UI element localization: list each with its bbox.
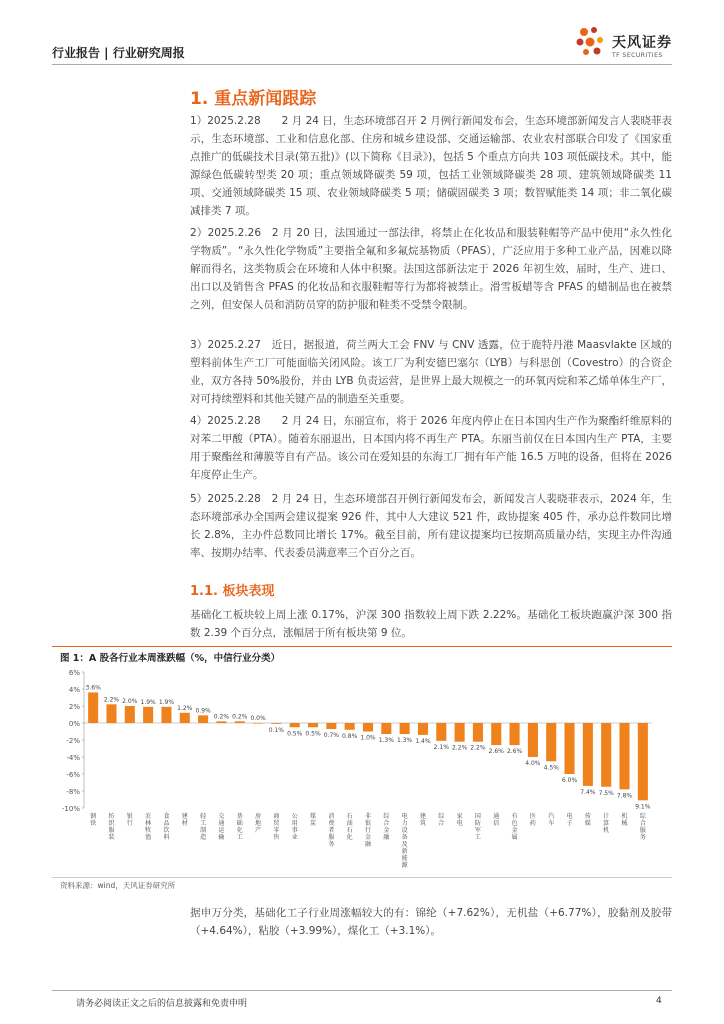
category-label-group — [548, 812, 554, 827]
category-label: 钢 — [90, 813, 97, 820]
category-label-group — [292, 813, 298, 841]
header-rule — [52, 64, 672, 65]
category-label-group — [90, 812, 96, 827]
data-label: 7.8% — [616, 792, 633, 800]
category-label: 轻 — [200, 813, 207, 820]
category-label: 牧 — [145, 827, 152, 834]
news-item-5: 5）2025.2.28 2 月 24 日，生态环境部召开例行新闻发布会，新闻发言人裴晓菲表示，2024 年，生态环境部承办全国两会建议提案 926 件，其中人大建议 521 件，政协提案 405 件，承办总件数同比增长 2.8%，主办件总数同比增长 17%。截至目前，所有建议提案均已按期高质量办结，实现主办件沟通率、按期办结率、代表委员满意率三个百分之百。 — [190, 493, 672, 559]
y-tick-label: -10% — [61, 805, 80, 813]
category-label: 基 — [236, 813, 243, 820]
data-label: 0.5% — [287, 730, 303, 738]
category-label: 装 — [108, 834, 115, 841]
category-label-group — [420, 812, 426, 827]
logo-name-cn: 天风证券 — [612, 35, 672, 51]
category-label: 力 — [401, 820, 408, 827]
data-label: 1.4% — [415, 737, 431, 745]
data-label: 1.3% — [397, 737, 413, 745]
category-label-group — [163, 812, 169, 841]
category-label: 非 — [364, 813, 372, 820]
category-label-group — [402, 812, 409, 869]
category-label: 铁 — [90, 820, 97, 827]
bar-石油石化 — [345, 723, 355, 730]
category-label: 务 — [328, 841, 335, 848]
bar-机械 — [619, 723, 629, 789]
data-label: 0.2% — [213, 713, 230, 721]
y-tick-label: 6% — [68, 669, 80, 677]
category-label: 设 — [401, 827, 408, 834]
category-label: 机 — [603, 827, 610, 834]
data-label: 0.2% — [232, 713, 248, 721]
header-category: 行业报告 | 行业研究周报 — [52, 46, 185, 60]
category-label: 械 — [621, 820, 628, 827]
category-label: 行 — [364, 827, 372, 834]
category-label: 合 — [438, 820, 445, 827]
y-tick-label: 0% — [68, 720, 80, 728]
category-label: 服 — [328, 834, 335, 841]
news-item-2: 2）2025.2.26 2 月 20 日，法国通过一部法律，将禁止在化妆品和服装鞋帽等产品中使用“永久性化学物质”。“永久性化学物质”主要指全氟和多氟烷基物质（PFAS），广泛应用于多种工业产品，因难以降解而得名，这类物质会在环境和人体中积聚。法国这部新法定于 2026 年初生效，届时，生产、进口、出口以及销售含 PFAS 的化妆品和衣服鞋帽等行为都将被禁止。滑雪板蜡等含 PFAS 的蜡制品也在被禁之列，但安保人员和消防员穿的防护服和鞋类不受禁令限制。 — [190, 227, 672, 311]
category-label: 工 — [474, 834, 481, 841]
category-label: 煤 — [310, 813, 317, 820]
bar-消费者服务 — [326, 723, 336, 729]
category-label: 综 — [383, 813, 390, 820]
category-label-group — [512, 812, 518, 841]
category-label: 制 — [200, 827, 207, 834]
category-label-group — [530, 812, 536, 827]
section-title: 1. 重点新闻跟踪 — [190, 89, 317, 109]
news-item-3: 3）2025.2.27 近日，据报道，荷兰两大工会 FNV 与 CNV 透露，位于鹿特丹港 Maasvlakte 区域的塑料前体生产工厂可能面临关闭风险。该工厂为利安德巴塞尔（LYB）与科思创（Covestro）的合资企业，双方各持 50%股份，并由 LYB 负责运营，是世界上最大规模之一的环氧丙烷和苯乙烯单体生产厂，对可持续塑料和其他关键产品的制造至关重要。 — [190, 339, 672, 405]
category-label: 有 — [511, 813, 518, 820]
data-label: 1.9% — [158, 698, 175, 706]
category-label-group — [273, 812, 280, 841]
category-label-group — [310, 812, 316, 827]
category-label: 公 — [291, 813, 298, 820]
subsector-summary: 据申万分类，基础化工子行业周涨幅较大的有：锦纶（+7.62%），无机盐（+6.77%），胶黏剂及胶带（+4.64%），粘胶（+3.99%），煤化工（+3.1%）。 — [190, 907, 672, 937]
category-label-group — [567, 812, 573, 827]
category-label: 服 — [639, 827, 646, 834]
sector-bar-chart — [52, 664, 672, 876]
category-label: 综 — [639, 813, 646, 820]
bar-计算机 — [601, 723, 611, 787]
category-label: 信 — [493, 820, 500, 827]
category-label: 备 — [401, 834, 408, 841]
category-label: 子 — [566, 820, 573, 827]
bar-传媒 — [583, 723, 593, 786]
bar-电力设备及新能源 — [400, 723, 410, 734]
category-label: 事 — [291, 827, 298, 834]
category-label-group — [218, 812, 225, 841]
sector-summary: 基础化工板块较上周上涨 0.17%，沪深 300 指数较上周下跌 2.22%。基础化工板块跑赢沪深 300 指数 2.39 个百分点，涨幅居于所有板块第 9 位。 — [190, 609, 672, 639]
category-label: 属 — [511, 834, 518, 841]
category-label: 农 — [145, 813, 152, 820]
category-label: 食 — [163, 813, 170, 820]
category-label-group — [347, 813, 353, 841]
bar-通信 — [491, 723, 501, 745]
category-label: 媒 — [584, 820, 591, 827]
data-label: 7.4% — [580, 788, 596, 796]
y-tick-label: -8% — [66, 788, 80, 796]
y-tick-label: -4% — [66, 754, 80, 762]
bar-建筑 — [418, 723, 428, 735]
data-label: 2.2% — [103, 696, 120, 704]
category-label-group — [603, 812, 609, 834]
category-label: 贸 — [273, 820, 280, 827]
category-label: 药 — [529, 820, 536, 827]
category-label: 电 — [566, 813, 573, 820]
page-number: 4 — [656, 996, 662, 1006]
category-label: 饮 — [163, 827, 170, 834]
footer-rule — [52, 990, 672, 991]
category-label: 及 — [401, 841, 408, 848]
data-label: 1.9% — [140, 698, 156, 706]
category-label: 合 — [639, 820, 646, 827]
category-label: 源 — [401, 862, 408, 869]
data-label: 2.0% — [122, 698, 138, 705]
category-label: 行 — [126, 820, 133, 827]
data-label: 1.3% — [378, 737, 394, 745]
category-label-group — [145, 812, 151, 841]
category-label: 融 — [364, 841, 372, 848]
category-label: 建 — [181, 813, 188, 820]
figure-source: 资料来源：wind，天风证券研究所 — [60, 881, 176, 890]
category-label: 电 — [456, 820, 463, 827]
category-label: 通 — [493, 813, 500, 820]
category-label: 电 — [401, 813, 408, 820]
category-label-group — [108, 812, 115, 841]
news-item-4: 4）2025.2.28 2 月 24 日，东丽宣布，将于 2026 年度内停止在日本国内生产作为聚酯纤维原料的对苯二甲酸（PTA）。随着东丽退出，日本国内将不再生产 PTA。东丽当前仅在日本国内生产 PTA，主要用于聚酯丝和薄膜等自有产品。该公司在爱知县的东海工厂拥有年产能 16.5 万吨的设备，但将在 2026 年度停止生产。 — [190, 415, 672, 481]
category-label: 费 — [328, 820, 335, 827]
data-label: 4.0% — [525, 760, 541, 767]
category-label: 防 — [474, 820, 481, 827]
bar-钢铁 — [88, 692, 98, 723]
category-label: 计 — [603, 813, 610, 820]
category-label-group — [457, 812, 463, 827]
category-label-group — [438, 812, 445, 827]
data-label: 0.5% — [305, 730, 321, 738]
category-label: 产 — [255, 827, 262, 834]
y-tick-label: 2% — [68, 703, 80, 711]
news-item-1: 1）2025.2.28 2 月 24 日，生态环境部召开 2 月例行新闻发布会，生态环境部新闻发言人裴晓菲表示，生态环境部、工业和信息化部、住房和城乡建设部、交通运输部、农业农村部联合印发了《国家重点推广的低碳技术目录(第五批)》(以下简称《目录》)，包括 5 个重点方向共 103 项低碳技术。其中，能源绿色低碳转型类 20 项；重点领域降碳类 59 项，包括工业领域降碳类 28 项、建筑领域降碳类 11 项、交通领域降碳类 15 项、农业领域降碳类 5 项；储碳固碳类 3 项；数智赋能类 14 项；非二氧化碳减排类 7 项。 — [190, 115, 672, 217]
category-label: 银 — [126, 813, 133, 820]
footer-disclaimer: 请务必阅读正文之后的信息披露和免责申明 — [76, 999, 248, 1009]
category-label: 车 — [548, 820, 555, 827]
bar-商贸零售 — [271, 723, 281, 724]
bar-汽车 — [546, 723, 556, 761]
data-label: 2.2% — [451, 744, 468, 752]
category-label: 金 — [383, 827, 390, 834]
bar-有色金属 — [510, 723, 520, 745]
category-label: 家 — [456, 813, 463, 820]
category-label: 用 — [291, 820, 298, 827]
bar-轻工制造 — [198, 715, 208, 723]
bar-纺织服装 — [106, 704, 116, 723]
category-label: 石 — [346, 813, 353, 820]
category-label: 纺 — [108, 813, 115, 820]
figure-title: 图 1：A 股各行业本周涨跌幅（%，中信行业分类） — [60, 653, 281, 664]
bar-食品饮料 — [161, 707, 171, 723]
category-label: 军 — [474, 827, 481, 834]
category-label: 新 — [401, 848, 408, 855]
category-label-group — [200, 812, 207, 841]
category-label: 通 — [218, 820, 225, 827]
category-label: 传 — [584, 813, 591, 820]
y-tick-label: 4% — [68, 686, 80, 694]
category-label-group — [493, 812, 499, 827]
category-label-group — [255, 812, 261, 834]
category-label: 工 — [200, 820, 207, 827]
category-label-group — [182, 812, 188, 827]
category-label: 材 — [181, 820, 188, 827]
bar-综合金融 — [381, 723, 391, 734]
category-label-group — [383, 812, 390, 841]
category-label: 运 — [218, 827, 225, 834]
y-tick-label: -6% — [66, 771, 80, 779]
bar-房地产 — [253, 723, 263, 724]
category-label: 地 — [255, 820, 262, 827]
category-label: 汽 — [548, 813, 555, 820]
category-label: 业 — [291, 834, 298, 841]
category-label-group — [365, 812, 372, 848]
category-label: 国 — [474, 813, 481, 820]
data-label: 2.6% — [506, 748, 523, 756]
category-label: 合 — [383, 820, 390, 827]
category-label: 品 — [163, 820, 170, 827]
bar-基础化工 — [235, 721, 245, 723]
data-label: 0.9% — [195, 707, 211, 715]
category-label: 林 — [145, 820, 152, 827]
data-label: 9.1% — [635, 803, 651, 811]
bar-国防军工 — [473, 723, 483, 742]
data-label: 0.8% — [342, 732, 358, 740]
category-label: 筑 — [419, 820, 426, 827]
figure-top-rule — [52, 646, 672, 647]
logo-name-en: TF SECURITIES — [612, 52, 663, 59]
data-label: 2.1% — [433, 743, 449, 751]
data-label: 2.2% — [470, 744, 486, 752]
category-label-group — [237, 812, 243, 841]
category-label: 油 — [346, 820, 353, 827]
category-label: 石 — [346, 827, 353, 834]
category-label: 算 — [603, 820, 610, 827]
category-label: 房 — [255, 813, 262, 820]
category-label: 料 — [163, 834, 170, 841]
category-label: 金 — [364, 834, 372, 841]
category-label: 造 — [200, 834, 207, 841]
category-label: 商 — [273, 813, 280, 820]
data-label: 0.1% — [268, 726, 285, 734]
category-label: 输 — [218, 834, 225, 841]
bar-综合 — [436, 723, 446, 741]
category-label: 织 — [108, 820, 115, 827]
bar-公用事业 — [290, 723, 300, 727]
category-label: 交 — [218, 813, 225, 820]
category-label-group — [328, 812, 335, 848]
data-label: 7.5% — [598, 789, 614, 797]
bar-农林牧渔 — [143, 707, 153, 723]
category-label: 础 — [236, 820, 243, 827]
subsection-title: 1.1. 板块表现 — [190, 584, 275, 599]
bar-银行 — [125, 706, 135, 723]
y-tick-label: -2% — [66, 737, 80, 745]
category-label: 建 — [419, 813, 426, 820]
category-label-group — [585, 812, 591, 827]
bar-非银行金融 — [363, 723, 373, 732]
figure-bottom-rule — [52, 877, 672, 878]
category-label-group — [475, 812, 481, 841]
category-label: 炭 — [310, 820, 317, 827]
category-label: 色 — [511, 820, 518, 827]
category-label: 工 — [236, 834, 243, 841]
category-label-group — [127, 812, 133, 827]
data-label: 6.0% — [561, 777, 578, 784]
category-label: 化 — [346, 834, 353, 841]
data-label: 1.0% — [360, 734, 376, 742]
data-label: 0.0% — [250, 715, 266, 722]
data-label: 3.6% — [85, 684, 101, 692]
category-label: 机 — [621, 813, 628, 820]
data-label: 4.5% — [543, 764, 559, 772]
data-label: 0.7% — [323, 731, 339, 739]
data-label: 2.6% — [488, 748, 504, 756]
category-label: 消 — [328, 813, 335, 820]
category-label: 售 — [273, 834, 280, 841]
category-label: 融 — [383, 834, 390, 841]
data-label: 1.2% — [177, 704, 193, 712]
category-label-group — [622, 812, 628, 827]
bar-交通运输 — [216, 721, 226, 723]
bar-家电 — [455, 723, 465, 742]
category-label: 银 — [364, 820, 372, 827]
category-label: 综 — [438, 813, 445, 820]
category-label: 化 — [236, 827, 243, 834]
bar-医药 — [528, 723, 538, 757]
bar-电子 — [565, 723, 575, 774]
category-label: 医 — [529, 813, 536, 820]
category-label: 零 — [273, 827, 280, 834]
category-label-group — [640, 812, 647, 841]
category-label: 能 — [401, 855, 408, 862]
category-label: 服 — [108, 827, 115, 834]
category-label: 渔 — [145, 834, 152, 841]
bar-综合服务 — [638, 723, 648, 800]
bar-煤炭 — [308, 723, 318, 727]
bar-建材 — [180, 713, 190, 723]
category-label: 金 — [511, 827, 518, 834]
category-label: 者 — [328, 827, 335, 834]
category-label: 务 — [639, 834, 646, 841]
